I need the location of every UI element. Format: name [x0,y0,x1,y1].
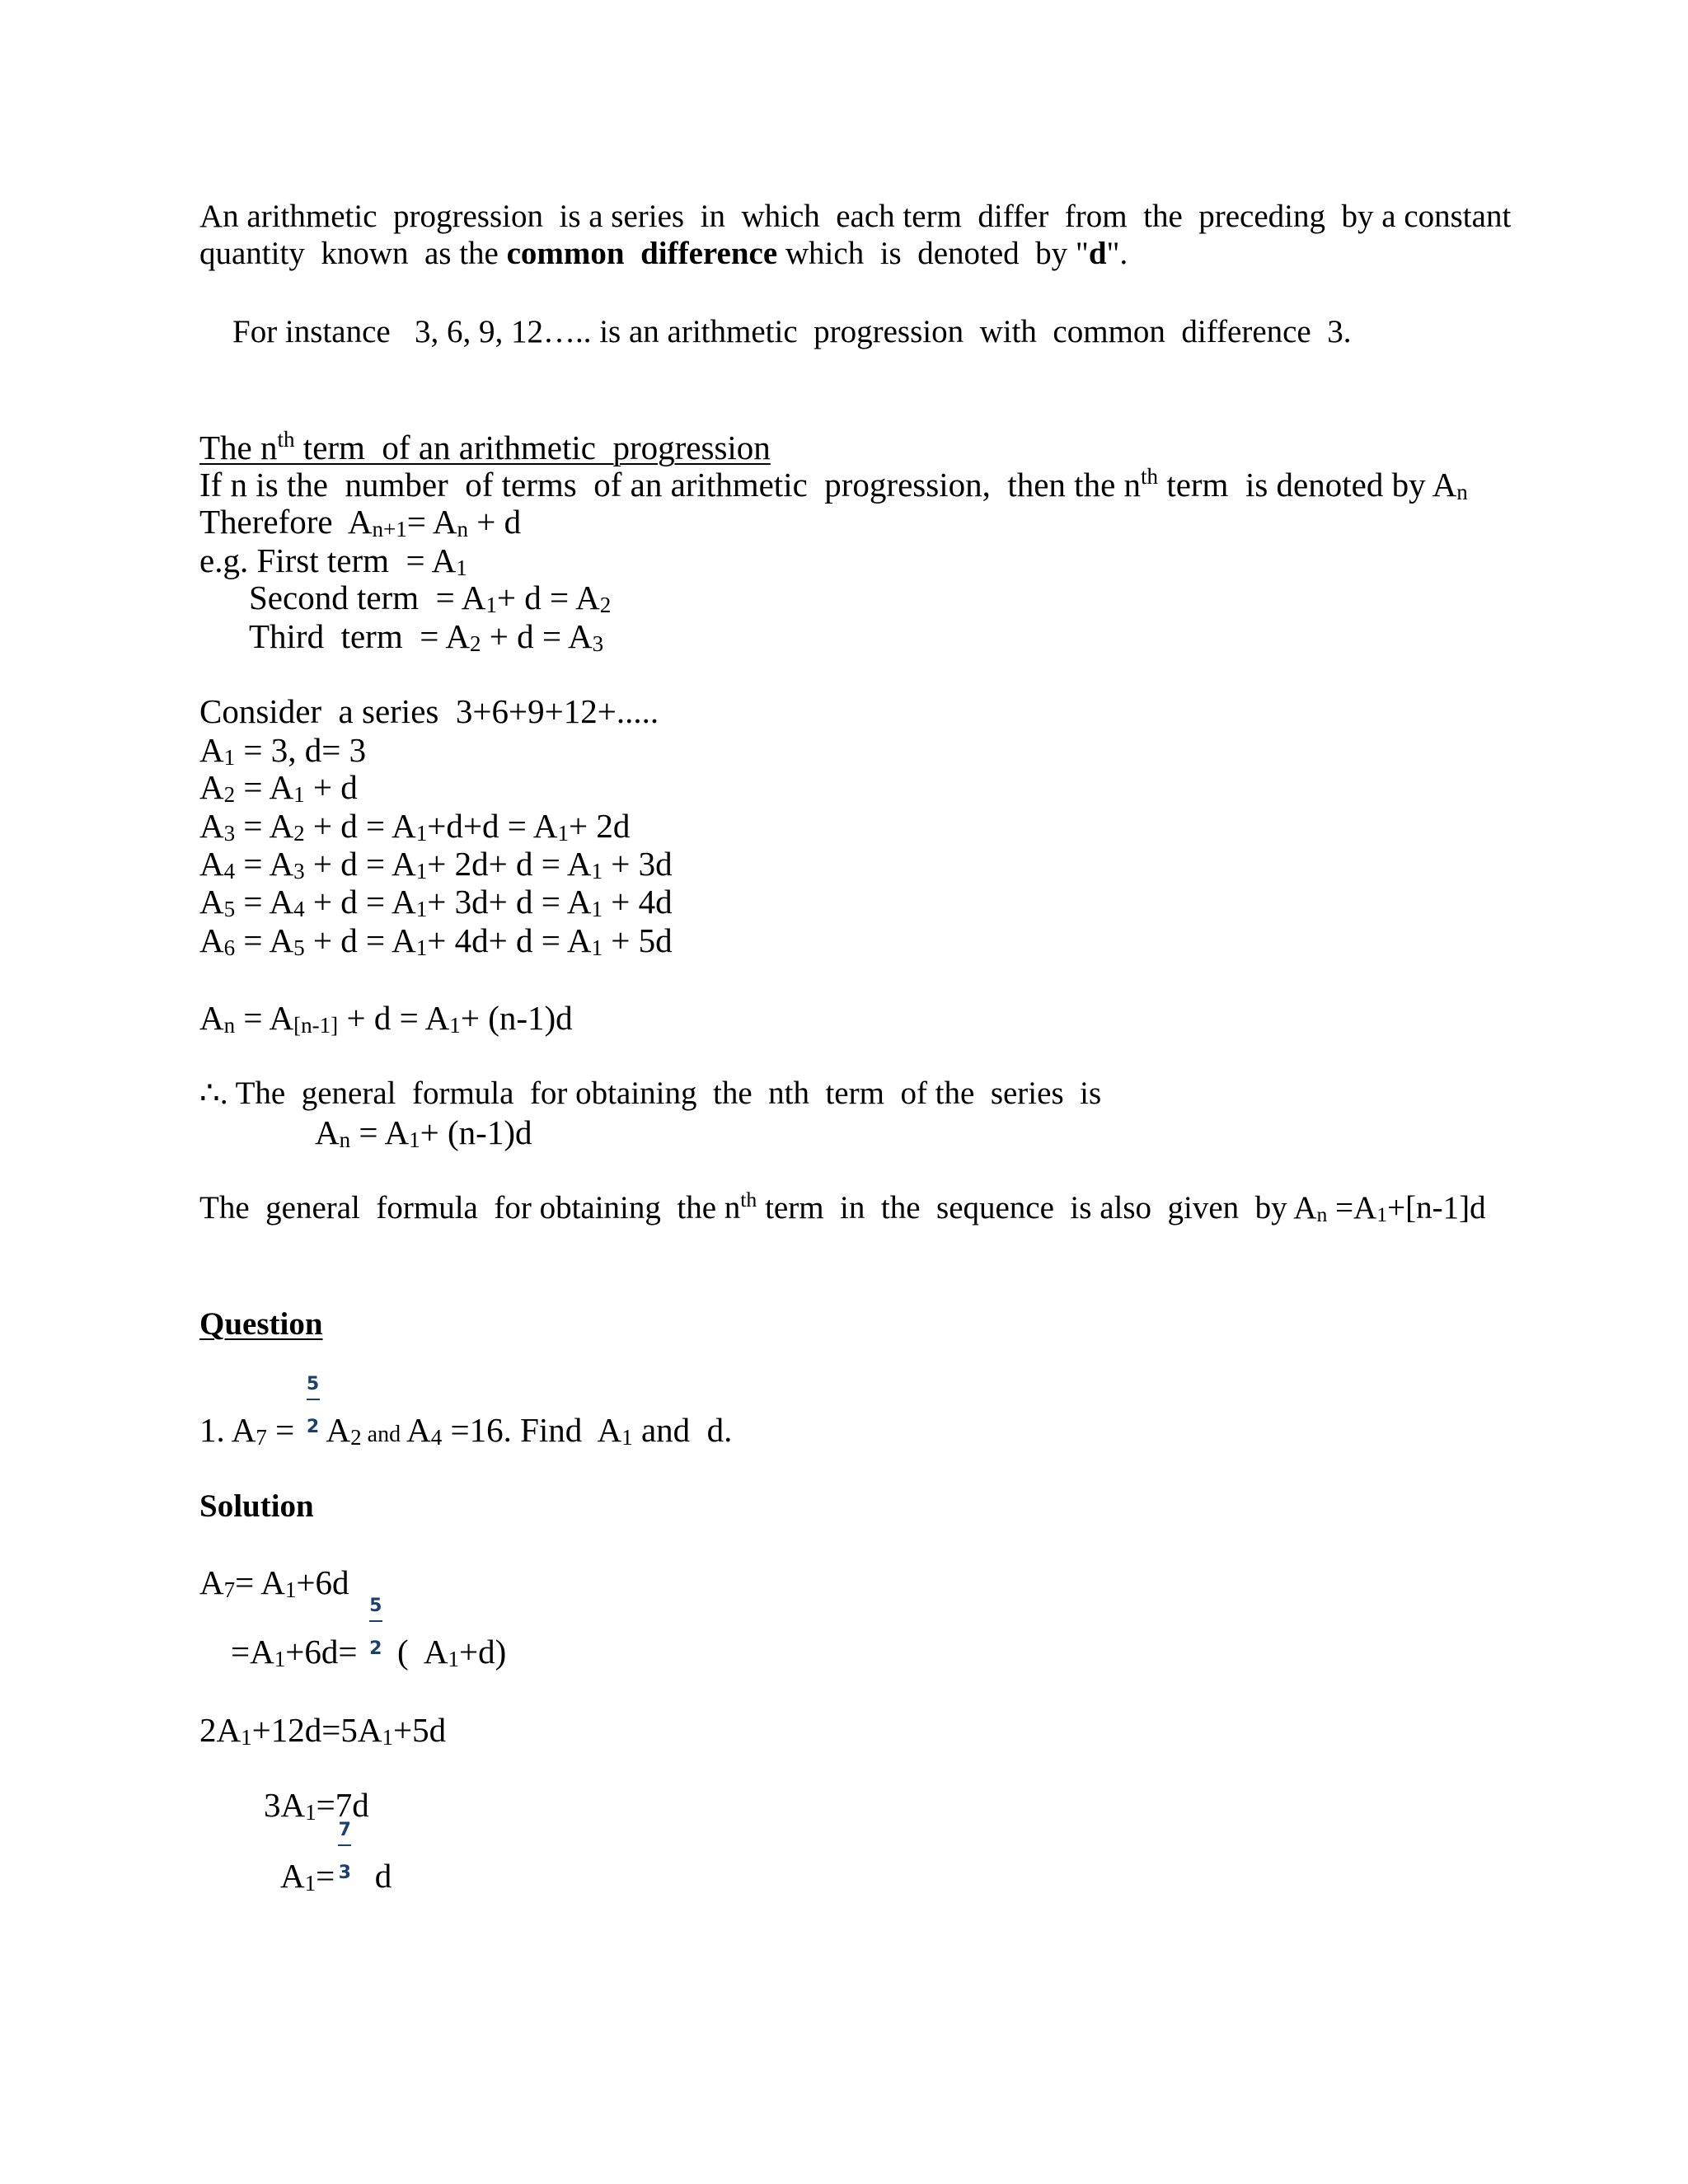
q-s1: 7 [256,1425,267,1451]
question-heading-text: Question [199,1306,323,1342]
s5s4: 1 [591,897,603,922]
gf-b: = A [350,1113,410,1151]
frac-den: 3 [338,1863,351,1883]
intro-text-2a: quantity known as the [199,236,507,271]
s3e: + 2d [569,807,631,845]
sol2-s2: 1 [448,1647,460,1672]
gf-c: + (n-1)d [420,1113,532,1151]
consider-text: Consider a series 3+6+9+12+..... [199,692,659,730]
sol3-c: +5d [393,1711,447,1749]
general-text: ∴. The general formula for obtaining the nth term of the series is [199,1076,1102,1111]
s4c: + d = A [304,845,416,883]
series-line-4 [199,846,673,882]
s3b: = A [235,807,294,845]
s2s1: 2 [223,782,236,808]
sol4-s1: 1 [305,1800,316,1825]
s3d: +d+d = A [427,807,558,845]
frac-num: 5 [306,1374,320,1394]
question-heading [199,1306,323,1343]
also-a: The general formula for obtaining the n [199,1190,741,1226]
heading-sup: th [277,427,295,452]
s6c: + d = A [304,921,416,959]
second-sub1: 1 [485,593,497,618]
therefore-c: + d [468,503,522,541]
question-line [199,1374,733,1453]
sol1-s2: 1 [284,1577,297,1603]
s3s4: 1 [557,821,570,846]
third-term-line [249,617,604,657]
general-formula-line [315,1114,532,1151]
eg-first-term-line [199,542,467,579]
series-line-6 [199,921,673,961]
sol1-b: = A [235,1563,285,1601]
sol1-c: +6d [296,1563,349,1601]
also-s1: n [1316,1202,1328,1226]
solution-line-1 [199,1564,349,1601]
therefore-general-line [199,1076,1101,1112]
sol3-s2: 1 [382,1725,394,1750]
eg-a: e.g. First term = A [199,541,457,579]
also-sup: th [740,1187,757,1212]
heading-text-a: The n [199,429,278,466]
s6s3: 1 [415,935,428,961]
q-b: = [266,1411,303,1449]
an-b: = A [235,999,294,1037]
intro-text-1: An arithmetic progression is a series in which each term differ from the preceding by a constant [199,199,1512,234]
q-and: and [361,1422,407,1447]
second-term-line [249,579,611,616]
eg-sub: 1 [456,555,467,581]
intro-text-2c: ". [1106,236,1128,271]
sol2-c: ( A [388,1633,448,1671]
an-d: + (n-1)d [460,999,573,1037]
s1b: = 3, d= 3 [235,731,367,769]
s4s2: 3 [293,859,305,884]
def-sup: th [1141,464,1159,490]
sol2-a: =A [231,1633,274,1671]
solution-line-3 [199,1712,446,1748]
sol5-b: = [316,1857,335,1895]
solution-line-5 [280,1820,392,1896]
sol3-a: 2A [199,1711,241,1749]
intro-line-2 [199,236,1128,272]
intro-text-2b: which is denoted by " [777,236,1089,271]
third-sub2: 3 [592,631,604,657]
second-a: Second term = A [249,579,486,616]
frac-num: 5 [369,1596,382,1616]
s5d: + 3d+ d = A [427,883,592,921]
s2c: + d [304,768,358,806]
fraction-5-over-2-solution [368,1596,384,1670]
sol4-b: =7d [316,1786,369,1824]
common-difference-term: common difference [506,236,778,271]
s4a: A [199,845,224,883]
also-s2: 1 [1376,1202,1388,1226]
s3c: + d = A [304,807,416,845]
s5a: A [199,883,224,921]
s2b: = A [235,768,294,806]
series-line-1 [199,731,367,771]
series-line-3 [199,808,630,844]
sol4-a: 3A [264,1786,306,1824]
q-d: A [406,1411,431,1449]
s6e: + 5d [603,921,673,959]
also-d: +[n-1]d [1387,1190,1486,1226]
s1s1: 1 [223,745,236,771]
an-c: + d = A [338,999,450,1037]
gf-s1: n [339,1127,351,1153]
def-text-b: term is denoted by A [1158,466,1457,504]
q-s2: 2 [350,1425,362,1451]
q-s3: 4 [430,1425,443,1451]
therefore-b: = A [406,503,457,541]
third-b: + d = A [481,617,593,655]
sol2-d: +d) [459,1633,507,1671]
intro-line-1 [199,199,1511,235]
frac-num: 7 [338,1820,351,1840]
nth-definition-line [199,466,1468,503]
also-given-line [199,1187,1486,1226]
fraction-5-over-2 [305,1374,321,1448]
sol1-s1: 7 [223,1577,236,1603]
an-s2: [n-1] [293,1013,339,1038]
sol1-a: A [199,1563,224,1601]
gf-a: A [315,1113,340,1151]
instance-text: For instance 3, 6, 9, 12….. is an arithmetic progression with common difference 3. [232,314,1352,349]
s6s4: 1 [591,935,603,961]
heading-text-b: term of an arithmetic progression [294,429,771,466]
s3s1: 3 [223,821,236,846]
also-b: term in the sequence is also given by A [757,1190,1317,1226]
sol2-b: +6d= [285,1633,366,1671]
s3s2: 2 [293,821,305,846]
s6a: A [199,921,224,959]
therefore-sub1: n+1 [372,517,407,542]
s4b: = A [235,845,294,883]
series-line-5 [199,883,673,920]
second-b: + d = A [496,579,600,616]
series-line-2 [199,768,358,808]
s5s2: 4 [293,897,305,922]
sol5-c: d [358,1857,392,1895]
s4s3: 1 [415,859,428,884]
solution-line-2 [231,1596,507,1672]
fraction-7-over-3 [336,1820,353,1894]
also-c: =A [1327,1190,1377,1226]
s4s4: 1 [591,859,603,884]
sol2-s1: 1 [274,1647,286,1672]
an-line [199,1000,573,1036]
sol3-b: +12d=5A [251,1711,382,1749]
s1a: A [199,731,224,769]
an-s3: 1 [449,1013,461,1038]
third-sub1: 2 [469,631,481,657]
frac-bar [307,1399,320,1400]
sol5-a: A [280,1857,305,1895]
s4e: + 3d [603,845,673,883]
q-f: and d. [632,1411,733,1449]
q-c: A [326,1411,351,1449]
consider-series-line [199,693,659,729]
gf-s2: 1 [409,1127,420,1153]
s6s2: 5 [293,935,305,961]
s3s3: 1 [415,821,428,846]
solution-heading-text: Solution [199,1488,314,1524]
solution-heading [199,1488,314,1525]
s5s3: 1 [415,897,428,922]
sol3-s1: 1 [241,1725,252,1750]
instance-line [232,314,1352,350]
therefore-sub2: n [457,517,469,542]
def-sub: n [1456,480,1468,505]
therefore-a: Therefore A [199,503,373,541]
q-s4: 1 [621,1425,633,1451]
frac-den: 2 [306,1417,320,1437]
d-symbol: d [1088,236,1107,271]
s5c: + d = A [304,883,416,921]
second-sub2: 2 [599,593,612,618]
s2a: A [199,768,224,806]
s3a: A [199,807,224,845]
s6s1: 6 [223,935,236,961]
s6d: + 4d+ d = A [427,921,592,959]
nth-term-heading [199,429,771,466]
solution-line-4 [264,1787,369,1823]
def-text-a: If n is the number of terms of an arithmetic progression, then the n [199,466,1142,504]
an-s1: n [223,1013,236,1038]
q-e: =16. Find A [442,1411,622,1449]
third-a: Third term = A [249,617,470,655]
s4s1: 4 [223,859,236,884]
s4d: + 2d+ d = A [427,845,592,883]
frac-bar [338,1844,351,1846]
therefore-line [199,504,521,540]
s6b: = A [235,921,294,959]
s5b: = A [235,883,294,921]
s5e: + 4d [603,883,673,921]
frac-den: 2 [369,1638,382,1659]
frac-bar [369,1620,382,1622]
s5s1: 5 [223,897,236,922]
q-a: 1. A [199,1411,256,1449]
s2s2: 1 [293,782,305,808]
sol5-s1: 1 [304,1871,316,1896]
an-a: A [199,999,224,1037]
